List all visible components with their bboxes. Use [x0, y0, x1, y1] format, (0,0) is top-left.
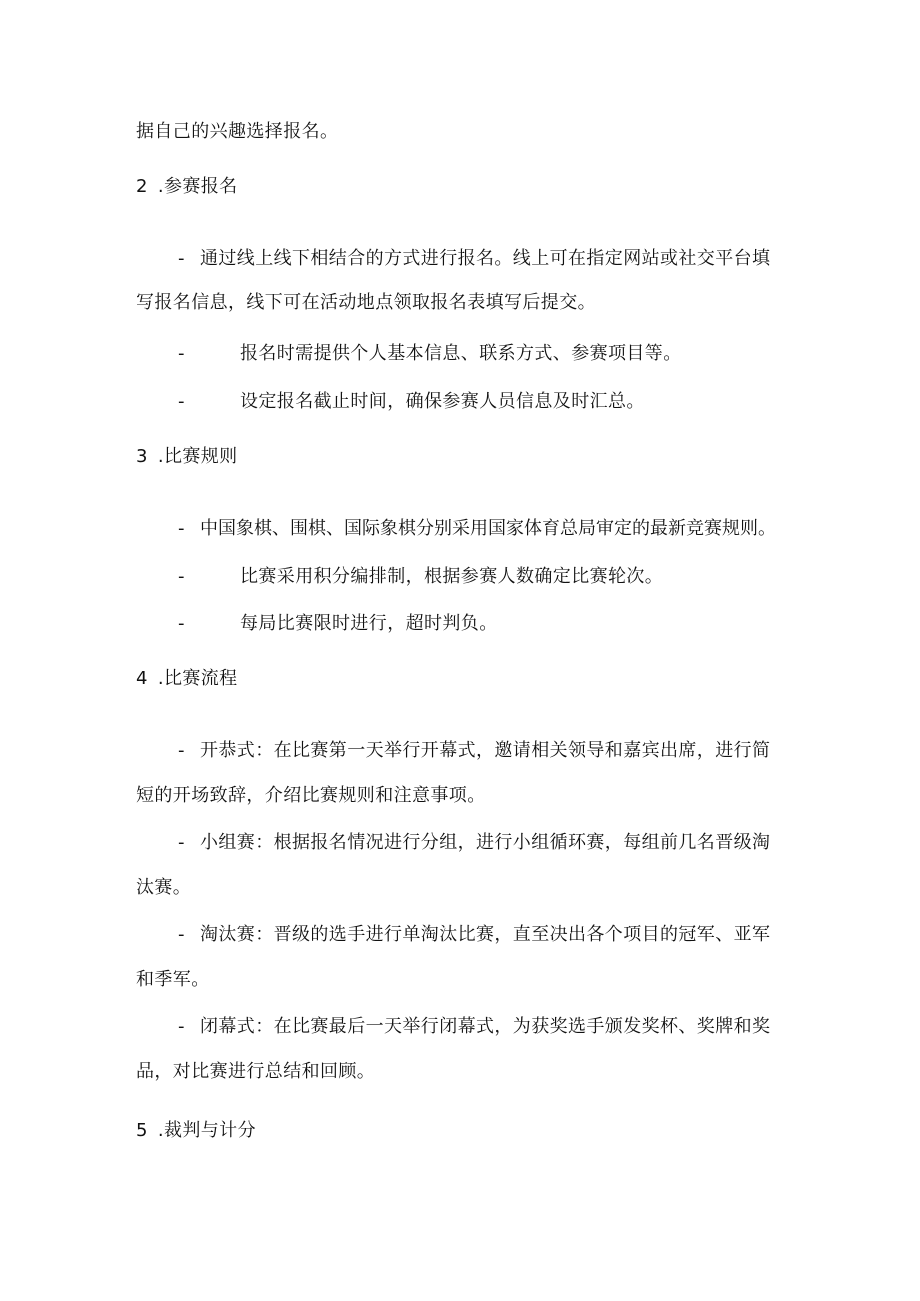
- list-item: [178, 342, 682, 366]
- list-item-text: 淘汰赛：晋级的选手进行单淘汰比赛，直至决出各个项目的冠军、亚军: [200, 924, 771, 945]
- list-item: [178, 923, 770, 947]
- dash-marker: -: [178, 391, 185, 412]
- list-item: [178, 612, 498, 636]
- section-title: .裁判与计分: [157, 1120, 256, 1141]
- list-item: [178, 1015, 770, 1039]
- section-number: 4: [136, 668, 148, 689]
- section-heading-4: [136, 667, 238, 691]
- dash-marker: -: [178, 924, 185, 945]
- section-number: 2: [136, 176, 148, 197]
- section-heading-5: [136, 1119, 256, 1143]
- list-item-text: 开恭式：在比赛第一天举行开幕式，邀请相关领导和嘉宾出席，进行简: [200, 740, 771, 761]
- list-item-continuation: 品，对比赛进行总结和回顾。: [136, 1061, 376, 1082]
- list-item-text: 比赛采用积分编排制，根据参赛人数确定比赛轮次。: [240, 566, 664, 587]
- list-item: [178, 247, 770, 271]
- dash-marker: -: [178, 343, 185, 364]
- list-item: [178, 517, 776, 541]
- list-item-text: 每局比赛限时进行，超时判负。: [240, 613, 498, 634]
- list-item-text: 中国象棋、围棋、国际象棋分别采用国家体育总局审定的最新竞赛规则。: [200, 518, 776, 539]
- list-item: [178, 390, 645, 414]
- list-item: [178, 831, 770, 855]
- list-item: [178, 565, 663, 589]
- list-item-continuation: 写报名信息，线下可在活动地点领取报名表填写后提交。: [136, 292, 596, 313]
- list-item-continuation: 汰赛。: [136, 877, 192, 898]
- list-item-text: 报名时需提供个人基本信息、联系方式、参赛项目等。: [240, 343, 682, 364]
- section-number: 3: [136, 446, 148, 467]
- lead-in-text: 据自己的兴趣选择报名。: [136, 121, 339, 142]
- dash-marker: -: [178, 248, 185, 269]
- list-item-text: 闭幕式：在比赛最后一天举行闭幕式，为获奖选手颁发奖杯、奖牌和奖: [200, 1016, 771, 1037]
- dash-marker: -: [178, 518, 185, 539]
- section-title: .参赛报名: [157, 176, 238, 197]
- section-heading-2: [136, 175, 238, 199]
- section-title: .比赛流程: [157, 668, 238, 689]
- list-item: [178, 739, 770, 763]
- section-heading-3: [136, 445, 238, 469]
- section-title: .比赛规则: [157, 446, 238, 467]
- list-item-text: 设定报名截止时间，确保参赛人员信息及时汇总。: [240, 391, 645, 412]
- dash-marker: -: [178, 740, 185, 761]
- list-item-continuation: 短的开场致辞，介绍比赛规则和注意事项。: [136, 785, 486, 806]
- dash-marker: -: [178, 613, 185, 634]
- dash-marker: -: [178, 832, 185, 853]
- dash-marker: -: [178, 1016, 185, 1037]
- section-number: 5: [136, 1120, 148, 1141]
- dash-marker: -: [178, 566, 185, 587]
- list-item-continuation: 和季军。: [136, 969, 210, 990]
- list-item-text: 通过线上线下相结合的方式进行报名。线上可在指定网站或社交平台填: [200, 248, 771, 269]
- list-item-text: 小组赛：根据报名情况进行分组，进行小组循环赛，每组前几名晋级淘: [200, 832, 771, 853]
